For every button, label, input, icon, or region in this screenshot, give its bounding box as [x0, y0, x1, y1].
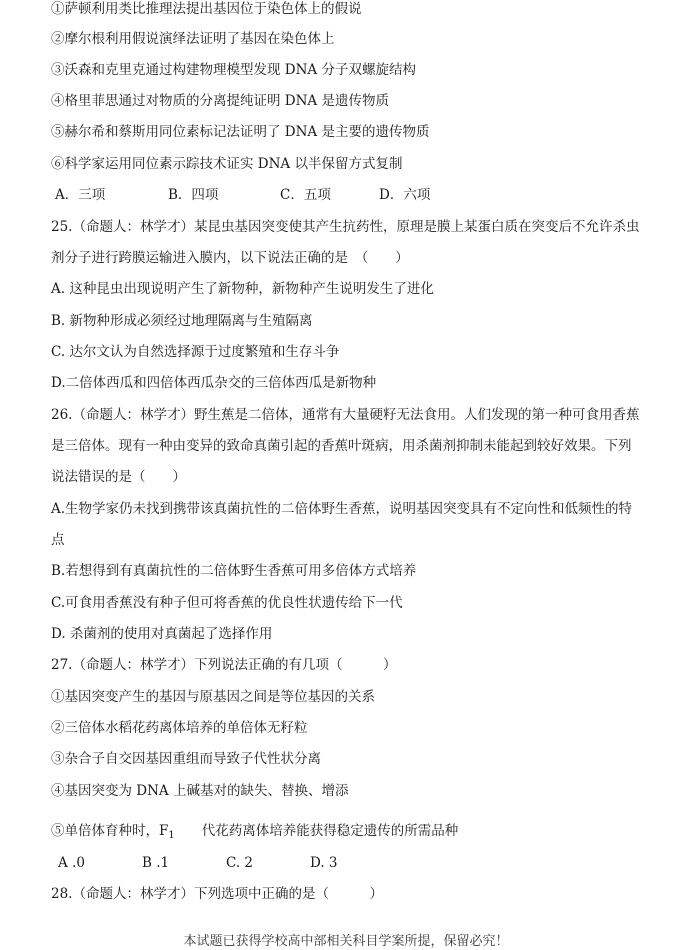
q26-stem-line-2: 是三倍体。现有一种由变异的致命真菌引起的香蕉叶斑病，用杀菌剂抑制未能起到较好效果。下列: [51, 438, 632, 454]
q25-option-b: B. 新物种形成必须经过地理隔离与生殖隔离: [51, 313, 313, 329]
q27-item-5-prefix: ⑤单倍体育种时，F: [51, 823, 169, 839]
q26-stem-line-1: 26.（命题人：林学才）野生蕉是二倍体，通常有大量硬籽无法食用。人们发现的第一种可食用香蕉: [51, 407, 640, 423]
q26-option-d: D. 杀菌剂的使用对真菌起了选择作用: [51, 626, 273, 642]
q24-option-a: A．三项: [55, 187, 106, 203]
q24-option-d: D．六项: [379, 187, 431, 203]
q25-stem-line-1: 25.（命题人：林学才）某昆虫基因突变使其产生抗药性，原理是膜上某蛋白质在突变后不允许杀虫: [51, 219, 640, 235]
q27-stem: 27.（命题人：林学才）下列说法正确的有几项（ ）: [51, 657, 397, 673]
q25-option-c: C. 达尔文认为自然选择源于过度繁殖和生存斗争: [51, 344, 340, 360]
q24-option-b: B．四项: [168, 187, 219, 203]
q27-option-d: D. 3: [310, 855, 338, 871]
page-footer: 本试题已获得学校高中部相关科目学案所提，保留必究！: [183, 934, 509, 949]
q27-option-a: A .0: [58, 855, 85, 871]
q27-option-c: C. 2: [226, 855, 254, 871]
statement-3: ③沃森和克里克通过构建物理模型发现 DNA 分子双螺旋结构: [51, 62, 416, 78]
q27-item-3: ③杂合子自交因基因重组而导致子代性状分离: [51, 751, 321, 767]
q24-option-c: C．五项: [280, 187, 331, 203]
q24-options: [55, 186, 672, 204]
q27-options: [58, 854, 672, 872]
q27-item-1: ①基因突变产生的基因与原基因之间是等位基因的关系: [51, 689, 375, 705]
statement-4: ④格里菲思通过对物质的分离提纯证明 DNA 是遗传物质: [51, 93, 389, 109]
q26-stem-line-3: 说法错误的是（ ）: [51, 469, 186, 485]
q27-item-4: ④基因突变为 DNA 上碱基对的缺失、替换、增添: [51, 783, 349, 799]
q26-option-a-line-1: A.生物学家仍未找到携带该真菌抗性的二倍体野生香蕉，说明基因突变具有不定向性和低频性的特: [51, 501, 633, 517]
q28-stem: 28.（命题人：林学才）下列选项中正确的是（ ）: [51, 886, 383, 902]
q25-option-d: D.二倍体西瓜和四倍体西瓜杂交的三倍体西瓜是新物种: [51, 375, 377, 391]
statement-6: ⑥科学家运用同位素示踪技术证实 DNA 以半保留方式复制: [51, 156, 403, 172]
statement-5: ⑤赫尔希和蔡斯用同位素标记法证明了 DNA 是主要的遗传物质: [51, 124, 430, 140]
q27-item-2: ②三倍体水稻花药离体培养的单倍体无籽粒: [51, 720, 308, 736]
q27-option-b: B .1: [142, 855, 170, 871]
q25-stem-line-2: 剂分子进行跨膜运输进入膜内，以下说法正确的是 （ ）: [51, 250, 409, 266]
q26-option-a-line-2: 点: [51, 532, 65, 548]
q27-item-5-suffix: 代花药离体培养能获得稳定遗传的所需品种: [174, 823, 459, 839]
q26-option-c: C.可食用香蕉没有种子但可将香蕉的优良性状遗传给下一代: [51, 595, 403, 611]
q27-item-5: [51, 822, 672, 845]
statement-2: ②摩尔根利用假说演绎法证明了基因在染色体上: [51, 31, 335, 47]
q26-option-b: B.若想得到有真菌抗性的二倍体野生香蕉可用多倍体方式培养: [51, 563, 417, 579]
q27-item-5-subscript: 1: [168, 830, 175, 841]
q25-option-a: A. 这种昆虫出现说明产生了新物种，新物种产生说明发生了进化: [51, 281, 434, 297]
statement-1: ①萨顿利用类比推理法提出基因位于染色体上的假说: [51, 1, 362, 17]
